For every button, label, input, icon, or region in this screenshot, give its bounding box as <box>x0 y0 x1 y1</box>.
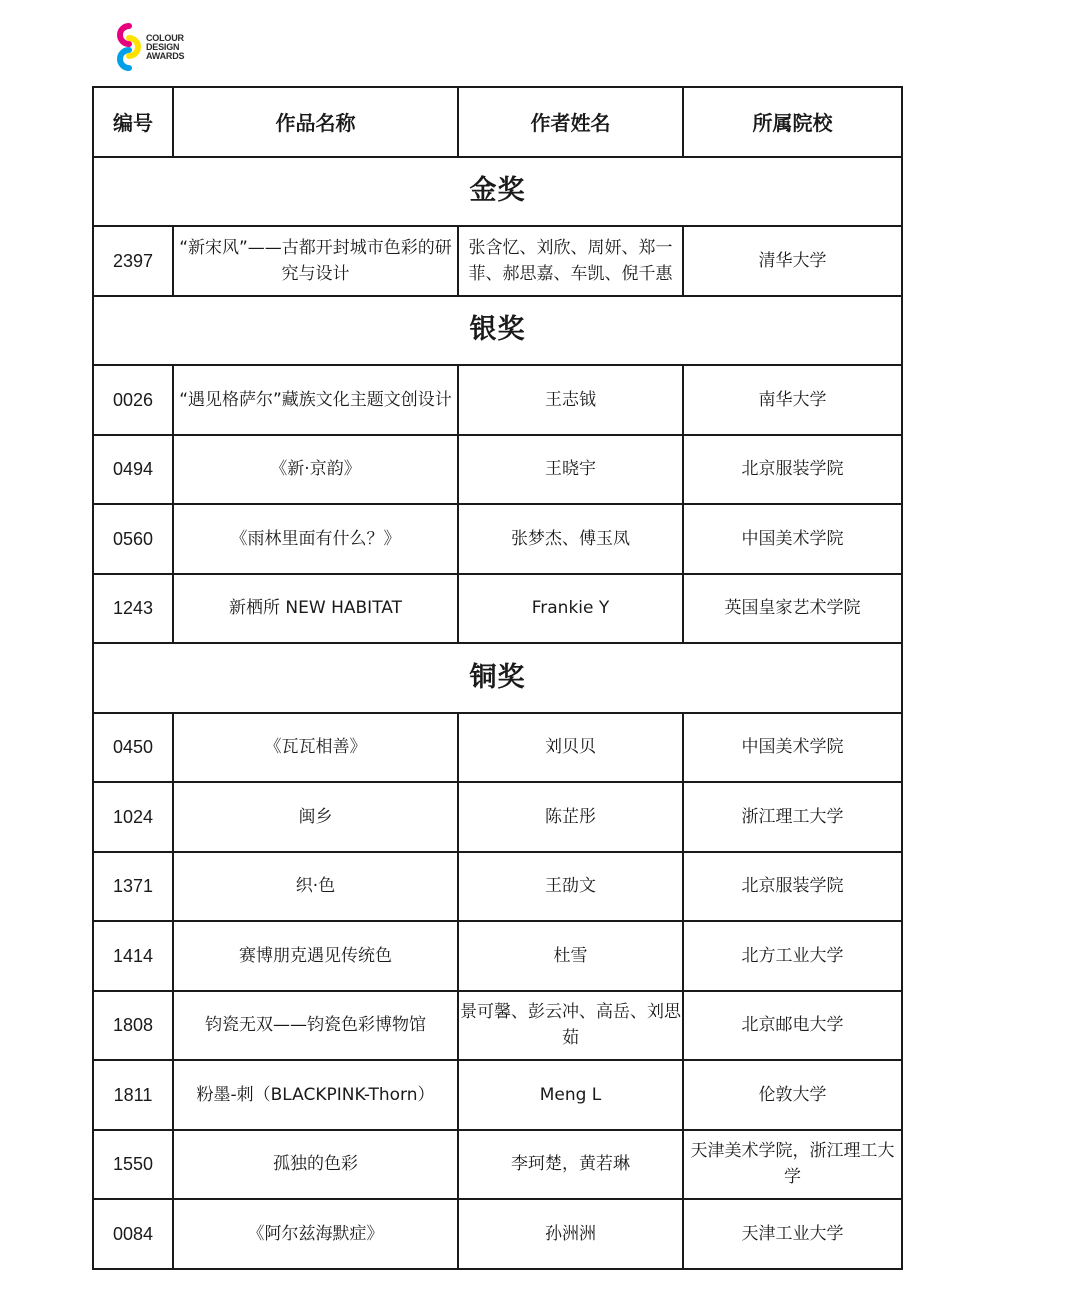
cell-work: 《新·京韵》 <box>173 435 458 505</box>
section-row-bronze <box>93 643 902 713</box>
cell-author: Meng L <box>458 1060 683 1130</box>
table-row <box>93 1199 902 1269</box>
cell-id: 0026 <box>93 365 173 435</box>
cell-school: 北方工业大学 <box>683 921 902 991</box>
cell-work: 孤独的色彩 <box>173 1130 458 1200</box>
cell-work: 新栖所 NEW HABITAT <box>173 574 458 644</box>
cell-author: Frankie Y <box>458 574 683 644</box>
logo-line: AWARDS <box>146 51 185 61</box>
cell-author: 王劭文 <box>458 852 683 922</box>
cell-id: 0084 <box>93 1199 173 1269</box>
table-row <box>93 782 902 852</box>
section-title-bronze: 铜奖 <box>93 643 902 713</box>
cell-author: 陈芷彤 <box>458 782 683 852</box>
logo-line: DESIGN <box>146 42 180 52</box>
cell-work: 《瓦瓦相善》 <box>173 713 458 783</box>
header-author: 作者姓名 <box>458 87 683 157</box>
cell-school: 清华大学 <box>683 226 902 296</box>
cell-author: 孙洲洲 <box>458 1199 683 1269</box>
cell-id: 1243 <box>93 574 173 644</box>
cell-author: 张梦杰、傅玉凤 <box>458 504 683 574</box>
cell-work: “新宋风”——古都开封城市色彩的研究与设计 <box>173 226 458 296</box>
cell-id: 0494 <box>93 435 173 505</box>
logo-mark-icon <box>112 22 146 72</box>
colour-design-awards-logo <box>112 22 202 72</box>
cell-work: 《阿尔兹海默症》 <box>173 1199 458 1269</box>
cell-school: 天津美术学院，浙江理工大学 <box>683 1130 902 1200</box>
cell-id: 0450 <box>93 713 173 783</box>
cell-author: 李珂楚，黄若琳 <box>458 1130 683 1200</box>
cell-work: 闽乡 <box>173 782 458 852</box>
cell-id: 1550 <box>93 1130 173 1200</box>
cell-author: 王志钺 <box>458 365 683 435</box>
table-row <box>93 365 902 435</box>
logo-wordmark <box>146 34 184 61</box>
logo-line: COLOUR <box>146 33 184 43</box>
cell-school: 北京邮电大学 <box>683 991 902 1061</box>
cell-id: 1371 <box>93 852 173 922</box>
header-row <box>93 87 902 157</box>
cell-school: 中国美术学院 <box>683 504 902 574</box>
cell-school: 北京服装学院 <box>683 435 902 505</box>
cell-author: 张含忆、刘欣、周妍、郑一菲、郝思嘉、车凯、倪千惠 <box>458 226 683 296</box>
cell-school: 中国美术学院 <box>683 713 902 783</box>
cell-school: 南华大学 <box>683 365 902 435</box>
cell-work: “遇见格萨尔”藏族文化主题文创设计 <box>173 365 458 435</box>
awards-table <box>92 86 903 1270</box>
cell-id: 1811 <box>93 1060 173 1130</box>
cell-id: 1024 <box>93 782 173 852</box>
table-row <box>93 1130 902 1200</box>
table-row <box>93 574 902 644</box>
table-row <box>93 713 902 783</box>
cell-author: 刘贝贝 <box>458 713 683 783</box>
cell-id: 0560 <box>93 504 173 574</box>
section-title-silver: 银奖 <box>93 296 902 366</box>
section-title-gold: 金奖 <box>93 157 902 227</box>
cell-author: 景可馨、彭云冲、高岳、刘思茹 <box>458 991 683 1061</box>
cell-work: 钧瓷无双——钧瓷色彩博物馆 <box>173 991 458 1061</box>
cell-author: 王晓宇 <box>458 435 683 505</box>
cell-school: 浙江理工大学 <box>683 782 902 852</box>
cell-school: 英国皇家艺术学院 <box>683 574 902 644</box>
table-row <box>93 991 902 1061</box>
cell-school: 伦敦大学 <box>683 1060 902 1130</box>
section-row-silver <box>93 296 902 366</box>
cell-school: 北京服装学院 <box>683 852 902 922</box>
cell-id: 1808 <box>93 991 173 1061</box>
section-row-gold <box>93 157 902 227</box>
cell-school: 天津工业大学 <box>683 1199 902 1269</box>
table-row <box>93 1060 902 1130</box>
table-row <box>93 504 902 574</box>
cell-work: 赛博朋克遇见传统色 <box>173 921 458 991</box>
cell-id: 2397 <box>93 226 173 296</box>
table-row <box>93 435 902 505</box>
cell-work: 粉墨-刺（BLACKPINK-Thorn） <box>173 1060 458 1130</box>
cell-work: 《雨林里面有什么？》 <box>173 504 458 574</box>
table-row <box>93 852 902 922</box>
header-id: 编号 <box>93 87 173 157</box>
table-row <box>93 921 902 991</box>
header-work: 作品名称 <box>173 87 458 157</box>
cell-work: 织·色 <box>173 852 458 922</box>
cell-id: 1414 <box>93 921 173 991</box>
cell-author: 杜雪 <box>458 921 683 991</box>
header-school: 所属院校 <box>683 87 902 157</box>
table-row <box>93 226 902 296</box>
